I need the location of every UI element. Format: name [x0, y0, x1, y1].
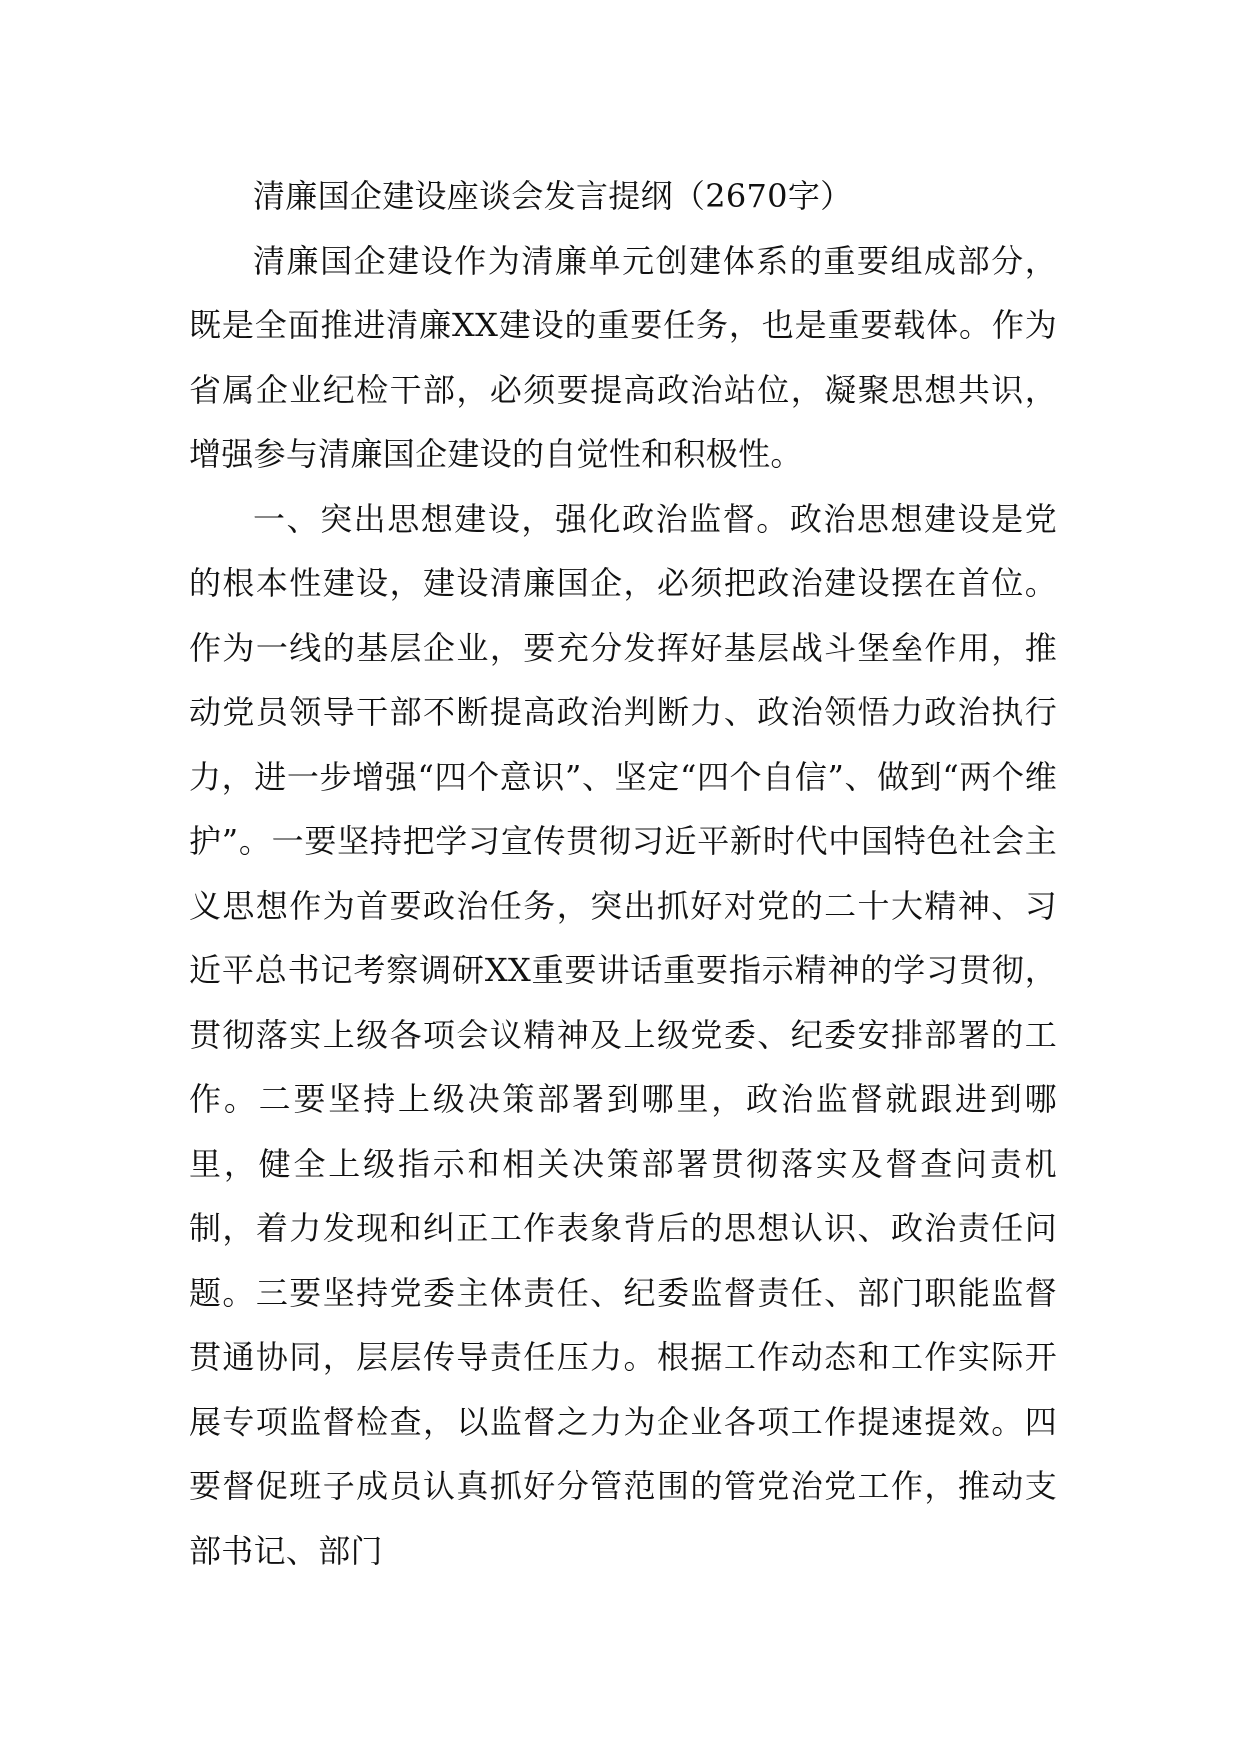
section-one-paragraph: 一、突出思想建设，强化政治监督。政治思想建设是党的根本性建设，建设清廉国企，必须把政治建设摆在首位。作为一线的基层企业，要充分发挥好基层战斗堡垒作用，推动党员领导干部不断提高政治判断力、政治领悟力政治执行力，进一步增强“四个意识”、坚定“四个自信”、做到“两个维护”。一要坚持把学习宣传贯彻习近平新时代中国特色社会主义思想作为首要政治任务，突出抓好对党的二十大精神、习近平总书记考察调研XX重要讲话重要指示精神的学习贯彻，贯彻落实上级各项会议精神及上级党委、纪委安排部署的工作。二要坚持上级决策部署到哪里，政治监督就跟进到哪里，健全上级指示和相关决策部署贯彻落实及督查问责机制，着力发现和纠正工作表象背后的思想认识、政治责任问题。三要坚持党委主体责任、纪委监督责任、部门职能监督贯通协同，层层传导责任压力。根据工作动态和工作实际开展专项监督检查，以监督之力为企业各项工作提速提效。四要督促班子成员认真抓好分管范围的管党治党工作，推动支部书记、部门: [189, 499, 1057, 1570]
document-title: 清廉国企建设座谈会发言提纲（2670字）: [253, 177, 853, 215]
intro-paragraph: 清廉国企建设作为清廉单元创建体系的重要组成部分，既是全面推进清廉XX建设的重要任务，也是重要载体。作为省属企业纪检干部，必须要提高政治站位，凝聚思想共识，增强参与清廉国企建设的自觉性和积极性。: [189, 241, 1057, 473]
document-body: [189, 164, 1057, 1583]
